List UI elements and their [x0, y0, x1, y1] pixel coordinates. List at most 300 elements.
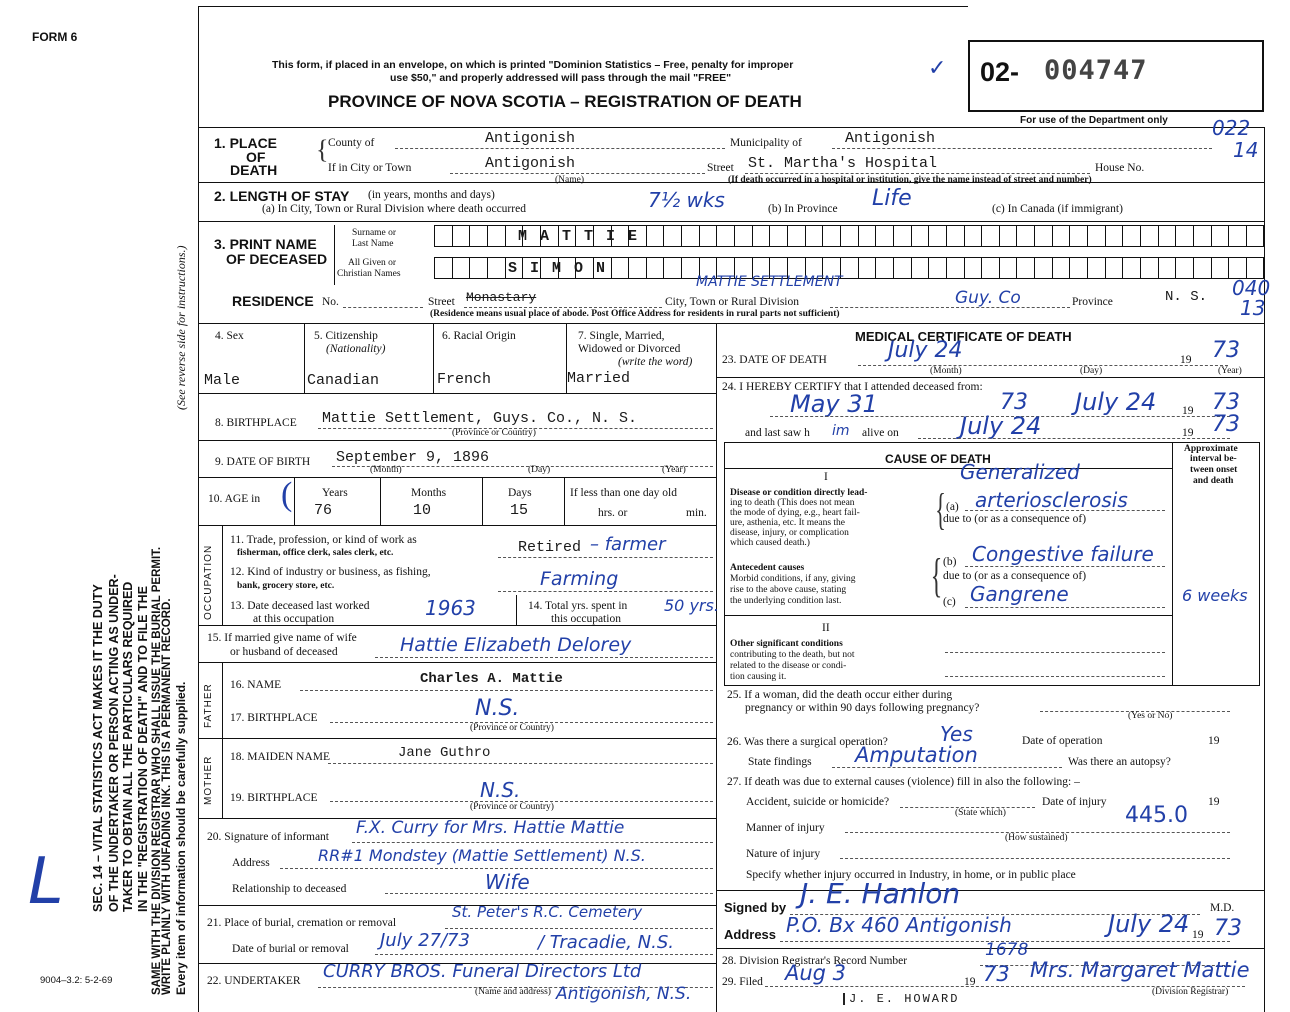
city-value: Antigonish	[485, 155, 576, 172]
s20-relation-label: Relationship to deceased	[232, 883, 347, 895]
name-cell-divider	[1069, 225, 1087, 246]
disease-text-3: the mode of dying, e.g., heart fail-	[730, 508, 860, 518]
name-cell-divider	[1034, 257, 1052, 278]
margin-text-line-2: OF THE UNDERTAKER OR PERSON ACTING AS UNDER-	[107, 574, 121, 912]
father-birthplace-caption: (Province or Country)	[470, 723, 554, 733]
s29-year: 73	[983, 962, 1010, 986]
s24-year-prefix: 19	[1182, 405, 1194, 417]
name-cell-divider	[628, 257, 646, 278]
father-name-value: Charles A. Mattie	[420, 671, 563, 687]
disease-text-2: ing to death (This does not mean	[730, 498, 855, 508]
margin-text-line-4: IN THE "REGISTRATION OF DEATH" AND TO FILE THE	[136, 586, 150, 912]
name-cell-divider	[1246, 257, 1264, 278]
dept-code-1: 022	[1212, 116, 1251, 140]
findings-value: Amputation	[855, 743, 978, 767]
form-left-border	[198, 6, 199, 1012]
name-cell-divider	[663, 225, 681, 246]
s21-date-label: Date of burial or removal	[232, 943, 349, 955]
margin-text-line-5: SAME WITH THE DIVISION REGISTRAR WHO SHALL ISSUE THE BURIAL PERMIT.	[151, 546, 163, 995]
s7-label-3: (write the word)	[618, 356, 693, 368]
mother-maiden-value: Jane Guthro	[398, 745, 491, 761]
cause-b-mark: (b)	[943, 556, 957, 568]
part-2-mark: II	[822, 622, 830, 634]
occ-11-label-2: fisherman, office clerk, sales clerk, etc.	[237, 548, 394, 558]
s24-label: 24. I HEREBY CERTIFY that I attended deceased from:	[722, 381, 983, 393]
residence-city-value: MATTIE SETTLEMENT	[696, 274, 843, 290]
s6-label: 6. Racial Origin	[442, 330, 516, 342]
s21-date-line	[375, 954, 713, 955]
findings-label: State findings	[748, 756, 812, 768]
name-cell-divider	[1193, 257, 1211, 278]
name-cell-divider	[646, 225, 664, 246]
years-label: Years	[322, 487, 348, 499]
registration-number-box	[968, 40, 1264, 112]
cause-title: CAUSE OF DEATH	[885, 452, 991, 466]
name-cell-divider	[611, 257, 629, 278]
s20-relation-line	[385, 893, 713, 894]
s23-line	[858, 365, 1228, 366]
cause-b-due-to: due to (or as a consequence of)	[943, 570, 1087, 582]
name-cell-divider	[1158, 257, 1176, 278]
s24-alive-label: alive on	[862, 427, 899, 439]
name-cell-divider	[469, 225, 487, 246]
county-line	[395, 148, 725, 149]
signature-year: 73	[1214, 916, 1242, 941]
father-name-label: 16. NAME	[230, 679, 282, 691]
s21-place-2: / Tracadie, N.S.	[538, 932, 675, 953]
residence-city-label: City, Town or Rural Division	[665, 296, 800, 308]
s10-div-1	[294, 477, 295, 525]
name-cell-divider	[875, 225, 893, 246]
name-cell-divider	[699, 225, 717, 246]
s20-address: RR#1 Mondstey (Mattie Settlement) N.S.	[318, 846, 646, 865]
s25-label: 25. If a woman, did the death occur either during	[727, 689, 953, 701]
name-cell-divider	[1228, 225, 1246, 246]
s1-note: (If death occurred in a hospital or institution, give the name instead of street and number)	[728, 175, 1092, 185]
cause-c-value: Gangrene	[970, 582, 1069, 606]
name-cell-divider	[911, 257, 929, 278]
name-cell-divider	[999, 225, 1017, 246]
antecedent-title: Antecedent causes	[730, 563, 805, 573]
s23-month-value: July 24	[888, 338, 963, 363]
s4-value: Male	[204, 372, 241, 389]
months-value: 10	[413, 502, 432, 519]
s7-label: 7. Single, Married,	[578, 330, 665, 342]
s9-day-caption: (Day)	[528, 465, 551, 475]
name-cell-divider	[1052, 225, 1070, 246]
antecedent-text-4: the underlying condition last.	[730, 596, 842, 606]
s8-caption: (Province or Country)	[452, 428, 536, 438]
divider-5-6	[433, 323, 434, 393]
s24-to-year: 73	[1212, 390, 1240, 415]
antecedent-text-3: rise to the above cause, stating	[730, 585, 847, 595]
name-cell-divider	[1158, 225, 1176, 246]
icd-code: 445.0	[1125, 803, 1188, 828]
form-right-border	[1264, 127, 1265, 1012]
residence-street-line	[464, 307, 662, 308]
father-side-label: FATHER	[203, 683, 214, 728]
division-registrar-signature: Mrs. Margaret Mattie	[1030, 958, 1250, 982]
occ-14-label-2: this occupation	[551, 613, 621, 625]
findings-line	[832, 767, 1062, 768]
rule-after-9	[198, 477, 716, 478]
antecedent-text-2: Morbid conditions, if any, giving	[730, 574, 856, 584]
cause-c-mark: (c)	[943, 596, 956, 608]
name-cell-divider	[1069, 257, 1087, 278]
injury-date-label: Date of injury	[1042, 796, 1107, 808]
name-cell-divider	[1122, 225, 1140, 246]
s2-sub: (in years, months and days)	[368, 189, 495, 201]
name-cell-divider	[1034, 225, 1052, 246]
rule-after-occ	[198, 625, 716, 626]
s15-label: 15. If married give name of wife	[207, 632, 357, 644]
surname-label-2: Last Name	[352, 239, 394, 249]
s20-label: 20. Signature of informant	[207, 831, 330, 843]
antecedent-brace: {	[930, 549, 943, 602]
cause-c-interval: 6 weeks	[1182, 586, 1248, 605]
address-label: Address	[724, 927, 777, 942]
s21-value: St. Peter's R.C. Cemetery	[452, 903, 643, 921]
mother-birthplace-caption: (Province or Country)	[470, 802, 554, 812]
name-cell-divider	[646, 257, 664, 278]
occ-13-14-divider	[516, 595, 517, 625]
md-label: M.D.	[1210, 902, 1235, 914]
father-name-line	[300, 690, 713, 691]
occ-13-label-2: at this occupation	[253, 613, 335, 625]
s8-label: 8. BIRTHPLACE	[215, 417, 297, 429]
operation-year-prefix: 19	[1208, 735, 1220, 747]
s28-label: 28. Division Registrar's Record Number	[722, 955, 908, 967]
occ-12-value: Farming	[540, 568, 619, 590]
other-text-1: Other significant conditions	[730, 639, 843, 649]
registrar-stamp: J. E. HOWARD	[843, 993, 959, 1005]
name-cell-divider	[946, 225, 964, 246]
s28-value: 1678	[985, 940, 1029, 960]
reg-number: 004747	[1044, 55, 1148, 86]
residence-no-line	[343, 307, 423, 308]
injury-year-prefix: 19	[1208, 796, 1220, 808]
s5-sub: (Nationality)	[326, 343, 386, 355]
name-cell-divider	[452, 225, 470, 246]
name-caption: (Name)	[555, 175, 585, 185]
margin-text-line-3: TAKER TO OBTAIN ALL THE PARTICULARS REQUIRED	[121, 581, 135, 912]
municipality-value: Antigonish	[845, 130, 936, 147]
mail-notice-1: This form, if placed in an envelope, on which is printed "Dominion Statistics – Free, penalty for improper	[272, 59, 794, 71]
name-cell-divider	[787, 225, 805, 246]
s25-label-2: pregnancy or within 90 days following pregnancy?	[745, 702, 980, 714]
county-value: Antigonish	[485, 130, 576, 147]
other-text-2: contributing to the death, but not	[730, 650, 855, 660]
disease-brace: {	[935, 485, 946, 534]
s15-label-2: or husband of deceased	[230, 646, 338, 658]
city-label: If in City or Town	[328, 162, 412, 174]
name-cell-divider	[1228, 257, 1246, 278]
margin-text-line-7: Every item of information should be carefully supplied.	[174, 681, 188, 995]
county-label: County of	[328, 137, 375, 149]
s27-label: 27. If death was due to external causes (violence) fill in also the following: –	[727, 776, 1080, 788]
father-birthplace-label: 17. BIRTHPLACE	[230, 712, 318, 724]
name-cell-divider	[928, 257, 946, 278]
s24-last-label: and last saw h	[745, 427, 810, 439]
s4-label: 4. Sex	[215, 330, 244, 342]
occ-14-value: 50 yrs.	[664, 596, 719, 615]
name-cell-divider	[469, 257, 487, 278]
s21-label: 21. Place of burial, cremation or removal	[207, 917, 397, 929]
name-cell-divider	[822, 225, 840, 246]
form-top-border	[198, 6, 968, 7]
name-cell-divider	[875, 257, 893, 278]
occ-14-label: 14. Total yrs. spent in	[528, 600, 628, 612]
municipality-label: Municipality of	[730, 137, 802, 149]
s2-b-label: (b) In Province	[768, 203, 838, 215]
given-name-value: S I M O N	[508, 260, 608, 277]
occ-side-border	[222, 525, 223, 625]
dept-use-label: For use of the Department only	[1020, 115, 1168, 126]
mother-maiden-line	[328, 763, 713, 764]
name-cell-divider	[1193, 225, 1211, 246]
column-divider	[716, 323, 717, 1012]
name-cell-divider	[752, 225, 770, 246]
s5-value: Canadian	[307, 372, 380, 389]
residence-city-line	[830, 307, 1070, 308]
occ-11-label: 11. Trade, profession, or kind of work as	[230, 534, 417, 546]
s5-label: 5. Citizenship	[314, 330, 378, 342]
years-value: 76	[314, 502, 333, 519]
name-cell-divider	[1175, 225, 1193, 246]
name-cell-divider	[999, 257, 1017, 278]
city-line	[450, 173, 705, 174]
rule-after-15	[198, 662, 716, 663]
s2-a-value: 7½ wks	[648, 188, 725, 212]
name-cell-divider	[964, 257, 982, 278]
father-birthplace-value: N.S.	[475, 696, 520, 721]
s1-label: 1. PLACE	[214, 135, 278, 151]
s24-him: im	[832, 423, 850, 439]
s2-c-label: (c) In Canada (if immigrant)	[992, 203, 1123, 215]
mail-notice-2: use $50," and properly addressed will pass through the mail "FREE"	[390, 72, 732, 84]
s10-div-3	[482, 477, 483, 525]
father-side-border	[222, 662, 223, 738]
interval-label-1: Approximate	[1184, 444, 1238, 454]
operation-date-label: Date of operation	[1022, 735, 1103, 747]
name-cell-divider	[1175, 257, 1193, 278]
name-cell-divider	[1246, 225, 1264, 246]
rule-after-8	[198, 440, 716, 441]
s20-address-label: Address	[232, 857, 270, 869]
name-cell-divider	[1052, 257, 1070, 278]
name-cell-divider	[858, 257, 876, 278]
cause-a-value-1: Generalized	[960, 460, 1080, 484]
s1-label-2: OF	[246, 149, 266, 165]
name-cell-divider	[893, 257, 911, 278]
street-value: St. Martha's Hospital	[748, 155, 938, 172]
mother-maiden-label: 18. MAIDEN NAME	[230, 751, 330, 763]
days-value: 15	[510, 502, 529, 519]
signed-label: Signed by	[724, 900, 787, 915]
residence-street-label: Street	[428, 296, 455, 308]
autopsy-label: Was there an autopsy?	[1068, 756, 1171, 768]
residence-note: (Residence means usual place of abode. Post Office Address for residents in rural parts not sufficient)	[430, 309, 840, 319]
s24-last: July 24	[960, 412, 1042, 440]
name-cell-divider	[946, 257, 964, 278]
surname-value: M A T T I E	[518, 228, 640, 245]
s21-line	[445, 928, 713, 929]
s22-label: 22. UNDERTAKER	[207, 975, 301, 987]
months-label: Months	[411, 487, 447, 499]
s7-value: Married	[567, 370, 631, 387]
name-cell-divider	[1140, 225, 1158, 246]
handwritten-initial: L	[28, 845, 64, 919]
reg-prefix: 02-	[980, 57, 1020, 87]
name-cell-divider	[1016, 257, 1034, 278]
occ-12-label-2: bank, grocery store, etc.	[237, 581, 335, 591]
dept-code-2: 14	[1233, 138, 1259, 162]
name-cell-divider	[840, 225, 858, 246]
name-cell-divider	[663, 257, 681, 278]
days-label: Days	[508, 487, 532, 499]
cause-title-rule	[724, 468, 1172, 469]
occ-11-value: Retired	[518, 539, 582, 556]
s6-value: French	[437, 371, 492, 388]
occ-11-line	[498, 557, 713, 558]
s15-line	[375, 657, 713, 658]
rule-after-27	[716, 890, 1264, 891]
occ-12-label: 12. Kind of industry or business, as fishing,	[230, 566, 431, 578]
name-cell-divider	[1016, 225, 1034, 246]
s1-label-3: DEATH	[230, 162, 278, 178]
rule-after-s3	[198, 323, 1264, 324]
name-cell-divider	[964, 225, 982, 246]
s23-month-caption: (Month)	[930, 366, 962, 376]
rule-after-4-7	[198, 393, 716, 394]
s7-label-2: Widowed or Divorced	[578, 343, 681, 355]
name-cell-divider	[734, 225, 752, 246]
mother-side-border	[222, 738, 223, 818]
name-cell-divider	[769, 225, 787, 246]
s20-line	[352, 842, 713, 843]
name-cell-divider	[487, 225, 505, 246]
margin-text-line-8: (See reverse side for instructions.)	[174, 245, 188, 410]
s24-last-year: 73	[1212, 412, 1240, 437]
s24-from: May 31	[790, 390, 878, 418]
name-cell-divider	[1087, 225, 1105, 246]
s24-to: July 24	[1075, 388, 1157, 416]
min-label: min.	[686, 507, 707, 519]
s24-last-line	[918, 438, 1230, 439]
s2-a-label: (a) In City, Town or Rural Division where death occurred	[262, 203, 526, 215]
given-label: All Given or	[348, 258, 397, 268]
s29-label: 29. Filed	[722, 976, 763, 988]
s20-address-line	[280, 868, 713, 869]
specify-label: Specify whether injury occurred in Industry, in home, or in public place	[746, 869, 1076, 881]
mother-birthplace-label: 19. BIRTHPLACE	[230, 792, 318, 804]
cause-part-2-rule	[724, 615, 1172, 616]
interval-divider	[1172, 442, 1173, 686]
cause-a-line	[965, 510, 1165, 511]
physician-signature: J. E. Hanlon	[800, 877, 961, 910]
name-cell-divider	[716, 225, 734, 246]
mother-side-label: MOTHER	[203, 755, 214, 805]
residence-no-label: No.	[322, 296, 339, 308]
house-label: House No.	[1095, 162, 1145, 174]
name-cell-divider	[928, 225, 946, 246]
rule-after-10	[198, 525, 716, 526]
s8-value: Mattie Settlement, Guys. Co., N. S.	[322, 410, 638, 427]
name-cell-divider	[1140, 257, 1158, 278]
cause-a-due-to: due to (or as a consequence of)	[943, 513, 1087, 525]
s10-bracket: (	[281, 476, 293, 513]
dept-code-3: 040	[1232, 276, 1271, 300]
signature-year-prefix: 19	[1192, 929, 1204, 941]
state-which-caption: (State which)	[955, 808, 1006, 818]
other-line-2	[945, 676, 1165, 677]
s22-value: CURRY BROS. Funeral Directors Ltd	[323, 961, 642, 982]
s24-last-year-prefix: 19	[1182, 427, 1194, 439]
s9-value: September 9, 1896	[336, 449, 490, 466]
part-1-mark: I	[824, 471, 828, 483]
print-code: 9004–3.2: 5-2-69	[40, 975, 113, 986]
s20-value: F.X. Curry for Mrs. Hattie Mattie	[356, 818, 625, 838]
manner-label: Manner of injury	[746, 822, 825, 834]
disease-text-6: which caused death.)	[730, 538, 810, 548]
other-text-4: tion causing it.	[730, 672, 787, 682]
check-mark: ✓	[928, 56, 947, 81]
cause-a-value-2: arteriosclerosis	[975, 488, 1128, 512]
less-day-label: If less than one day old	[570, 487, 677, 499]
s2-label: 2. LENGTH OF STAY	[214, 188, 350, 204]
name-cell-divider	[1105, 257, 1123, 278]
nature-label: Nature of injury	[746, 848, 821, 860]
s15-value: Hattie Elizabeth Delorey	[400, 634, 632, 656]
other-line-1	[945, 652, 1165, 653]
s1-brace: {	[316, 135, 329, 164]
dept-code-4: 13	[1240, 296, 1266, 320]
s23-year-caption: (Year)	[1218, 366, 1242, 376]
s29-year-prefix: 19	[964, 976, 976, 988]
s3-label-2: OF DECEASED	[226, 251, 328, 267]
name-cell-divider	[893, 225, 911, 246]
cause-b-line	[965, 566, 1165, 567]
residence-label: RESIDENCE	[232, 293, 314, 309]
name-cell-divider	[1211, 257, 1229, 278]
residence-province-label: Province	[1072, 296, 1113, 308]
occ-side-label: OCCUPATION	[203, 544, 214, 620]
disease-text-4: ure, asthenia, etc. It means the	[730, 518, 846, 528]
s23-label: 23. DATE OF DEATH	[722, 354, 827, 366]
s9-year-caption: (Year)	[662, 465, 686, 475]
street-line	[745, 173, 1090, 174]
s25-caption: (Yes or No)	[1128, 711, 1173, 721]
physician-address: P.O. Bx 460 Antigonish	[786, 913, 1012, 937]
name-cell-divider	[981, 225, 999, 246]
name-cell-divider	[681, 225, 699, 246]
rule-after-s2	[198, 221, 1264, 222]
occ-12-line	[498, 591, 713, 592]
form-title: PROVINCE OF NOVA SCOTIA – REGISTRATION OF DEATH	[328, 92, 802, 111]
form-number: FORM 6	[32, 30, 78, 44]
disease-text-1: Disease or condition directly lead-	[730, 488, 868, 498]
occ-11-value-2: – farmer	[590, 534, 666, 555]
cause-a-mark: (a)	[946, 501, 959, 513]
name-box-divider	[334, 225, 335, 285]
disease-text-5: disease, injury, or complication	[730, 528, 849, 538]
s2-b-value: Life	[872, 186, 912, 211]
rule-after-23	[716, 377, 1264, 378]
s20-relation: Wife	[485, 870, 530, 894]
s29-date: Aug 3	[785, 961, 847, 985]
margin-text-line-1: SEC. 14 – VITAL STATISTICS ACT MAKES IT THE DUTY	[91, 584, 105, 912]
name-cell-divider	[858, 225, 876, 246]
